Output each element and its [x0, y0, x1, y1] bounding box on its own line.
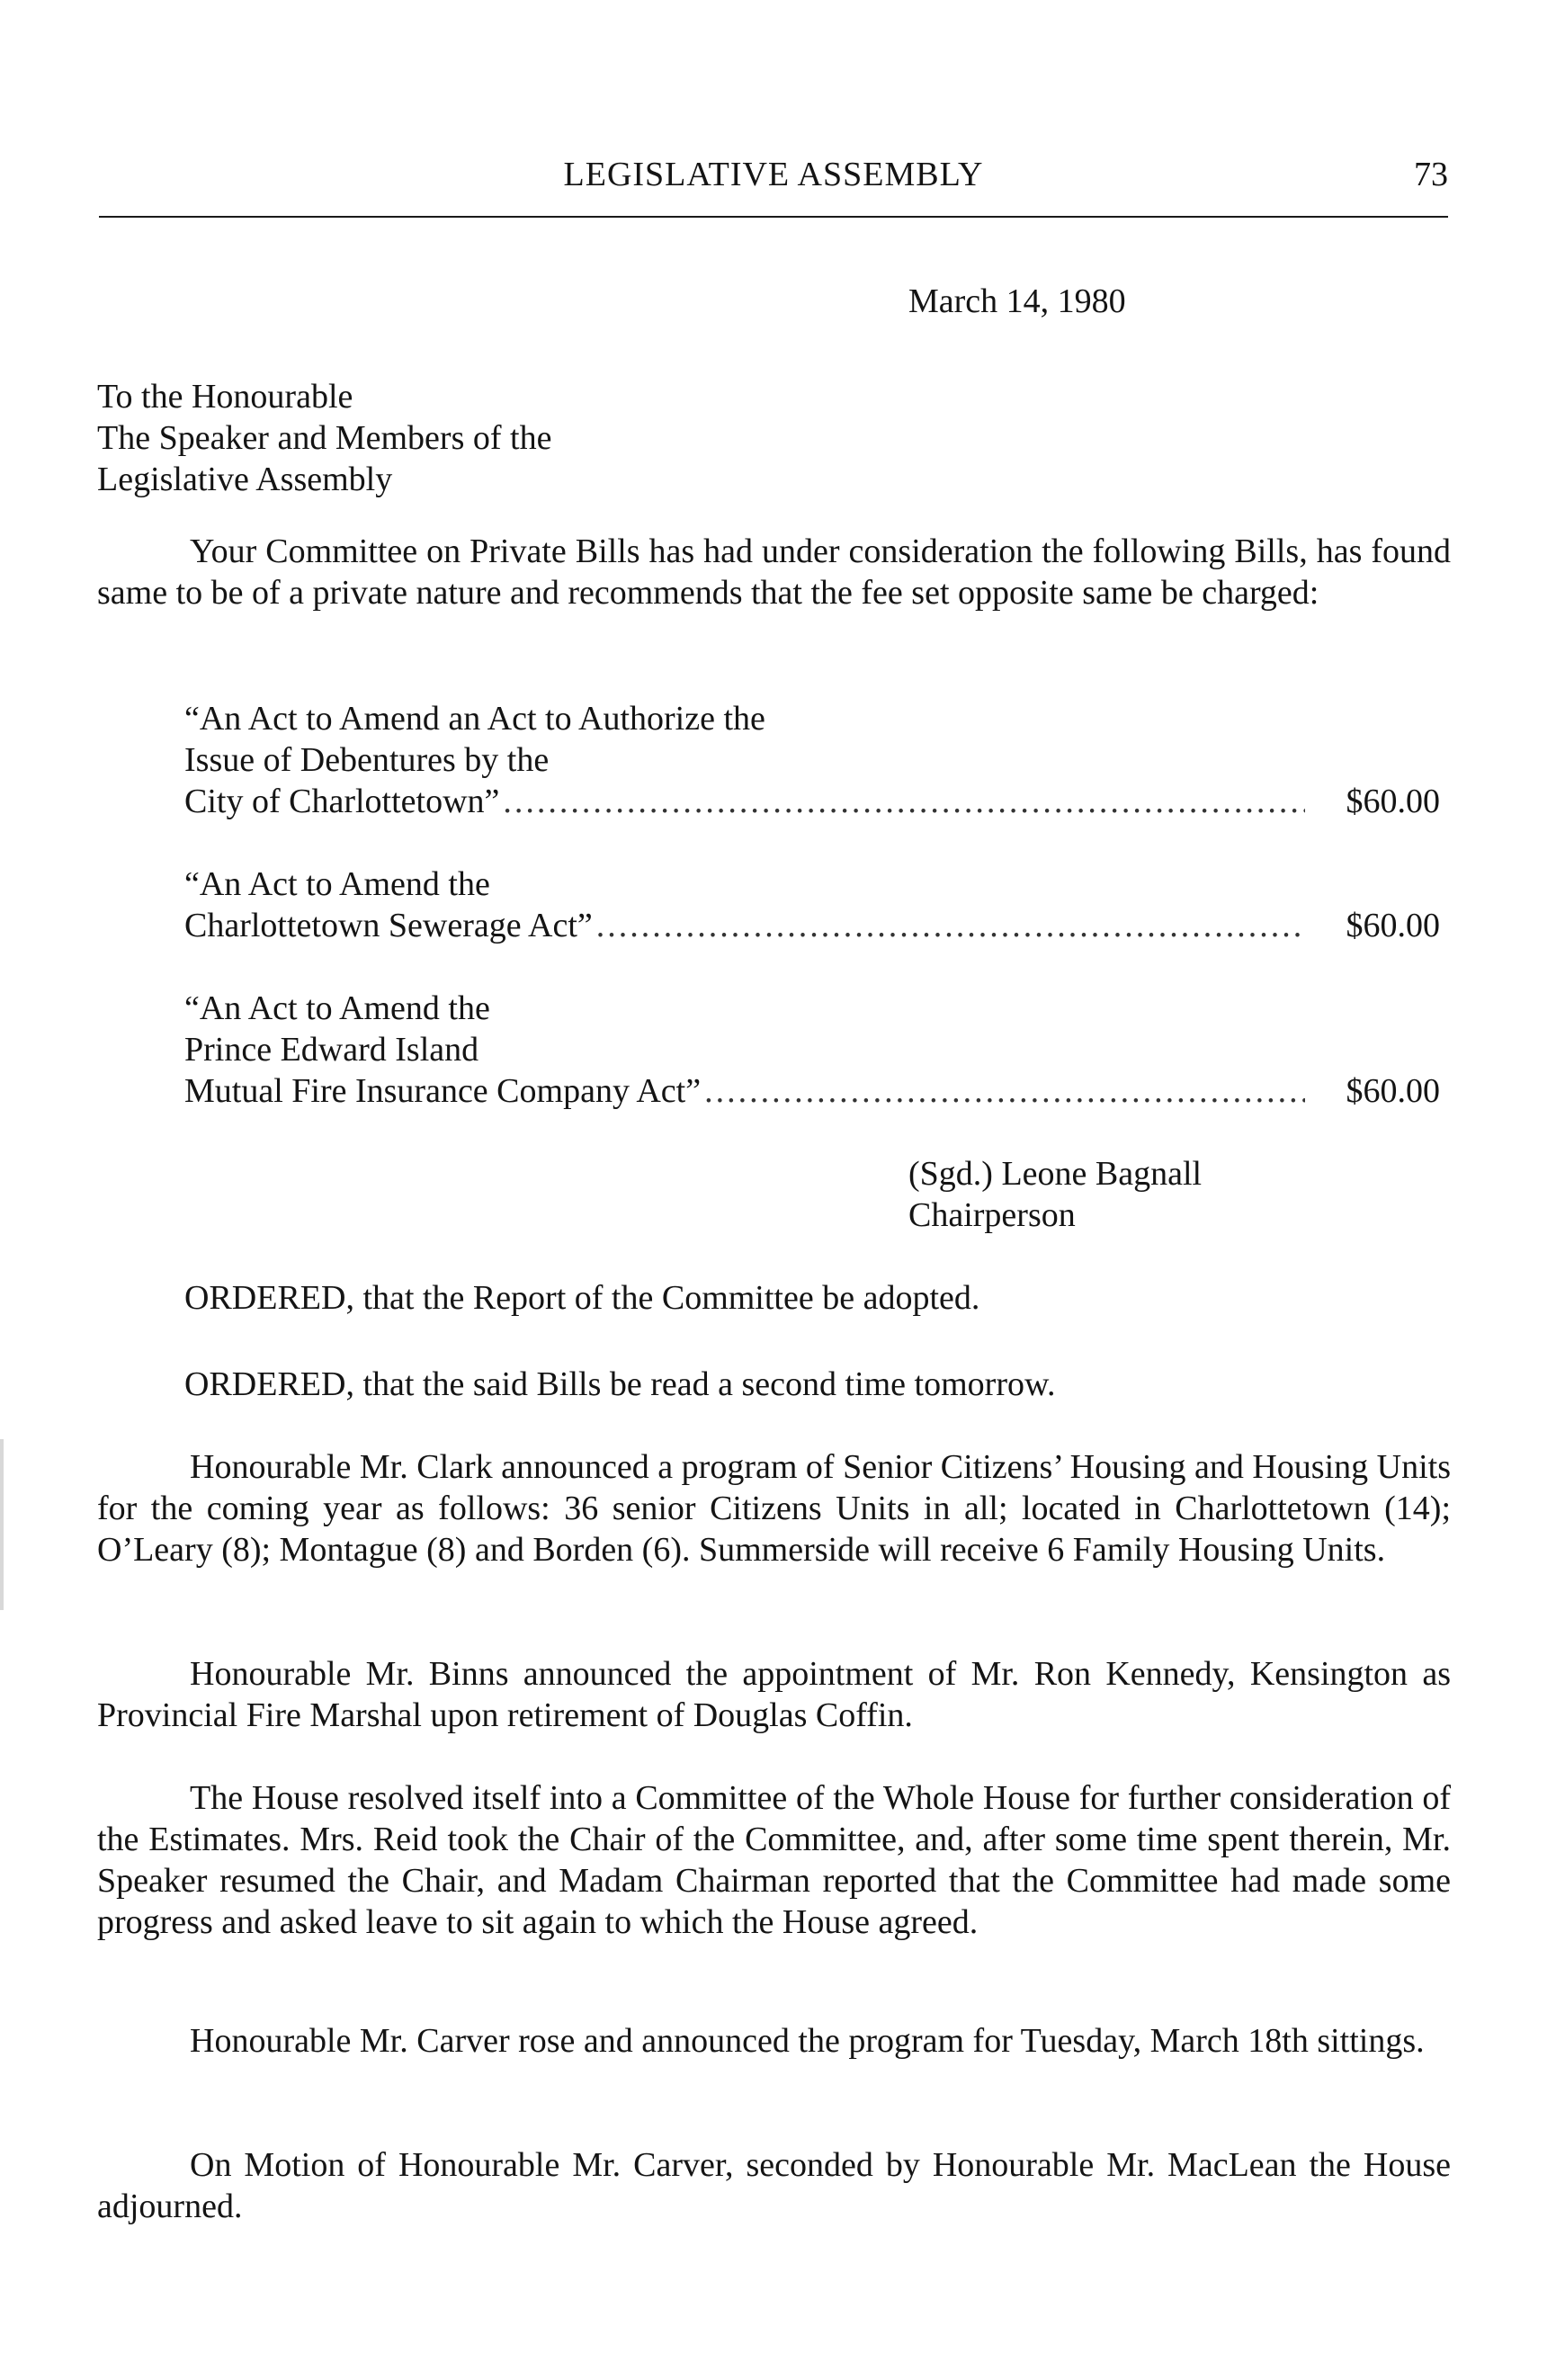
- bill-item: [184, 988, 1451, 1112]
- addressee-line: The Speaker and Members of the: [97, 419, 552, 457]
- bill-item: [184, 863, 1451, 946]
- ordered-statement: ORDERED, that the Report of the Committee be adopted.: [184, 1279, 980, 1317]
- bill-title-line: Issue of Debentures by the: [184, 741, 550, 779]
- proceedings-paragraph: [97, 1653, 1451, 1736]
- proceedings-paragraph: [97, 1446, 1451, 1570]
- proceedings-paragraph: [97, 2020, 1451, 2062]
- bill-fee: $60.00: [1346, 1072, 1440, 1110]
- report-date: March 14, 1980: [908, 282, 1126, 320]
- committee-report-text: Your Committee on Private Bills has had under consideration the following Bills, has found same to be of a private nature and recommends that the fee set opposite same be charged:: [97, 532, 1451, 612]
- bills-list: [184, 698, 1451, 1153]
- scan-margin-mark: [0, 1439, 4, 1610]
- bill-title-line: City of Charlottetown”: [184, 783, 500, 820]
- bill-title-line: Charlottetown Sewerage Act”: [184, 907, 593, 944]
- bill-title-line: “An Act to Amend the: [184, 989, 490, 1027]
- dot-leader: [503, 781, 1305, 822]
- addressee-block: [97, 376, 551, 500]
- bill-fee: $60.00: [1346, 907, 1440, 944]
- bill-fee-line: [184, 781, 1451, 822]
- addressee-line: To the Honourable: [97, 378, 353, 416]
- signature-name: (Sgd.) Leone Bagnall: [908, 1155, 1203, 1193]
- bill-item: [184, 698, 1451, 822]
- dot-leader: [704, 1070, 1305, 1112]
- ordered-statement: ORDERED, that the said Bills be read a second time tomorrow.: [184, 1365, 1056, 1403]
- bill-title-line: “An Act to Amend the: [184, 865, 490, 903]
- header-title: LEGISLATIVE ASSEMBLY: [563, 156, 984, 193]
- proceedings-paragraph: [97, 1777, 1451, 1943]
- addressee-line: Legislative Assembly: [97, 461, 393, 498]
- signature-title: Chairperson: [908, 1196, 1076, 1234]
- bill-fee-line: [184, 905, 1451, 946]
- committee-report-paragraph: [97, 531, 1451, 613]
- paragraph-text: Honourable Mr. Clark announced a program of Senior Citizens’ Housing and Housing Units for the coming year as follows: 36 senior Citizens Units in all; located in Charlottetown (14); O’Leary (8); Montague (8) and Borden (6). Summerside will receive 6 Family Housing Units.: [97, 1448, 1451, 1569]
- bill-fee: $60.00: [1346, 783, 1440, 820]
- bill-title-line: “An Act to Amend an Act to Authorize the: [184, 700, 765, 738]
- dot-leader: [596, 905, 1305, 946]
- bill-title-line: Mutual Fire Insurance Company Act”: [184, 1072, 702, 1110]
- page-number: 73: [1414, 156, 1448, 193]
- signature-block: [908, 1153, 1202, 1236]
- proceedings-paragraph: [97, 2144, 1451, 2227]
- page-header: [99, 151, 1448, 218]
- paragraph-text: On Motion of Honourable Mr. Carver, seconded by Honourable Mr. MacLean the House adjourned.: [97, 2146, 1451, 2225]
- bill-title-line: Prince Edward Island: [184, 1031, 479, 1069]
- paragraph-text: Honourable Mr. Binns announced the appointment of Mr. Ron Kennedy, Kensington as Provincial Fire Marshal upon retirement of Douglas Coffin.: [97, 1655, 1451, 1734]
- paragraph-text: Honourable Mr. Carver rose and announced the program for Tuesday, March 18th sittings.: [190, 2022, 1425, 2060]
- paragraph-text: The House resolved itself into a Committee of the Whole House for further consideration of the Estimates. Mrs. Reid took the Chair of the Committee, and, after some time spent therein, Mr. Speaker resumed the Chair, and Madam Chairman reported that the Committee had made some progress and asked leave to sit again to which the House agreed.: [97, 1779, 1451, 1941]
- bill-fee-line: [184, 1070, 1451, 1112]
